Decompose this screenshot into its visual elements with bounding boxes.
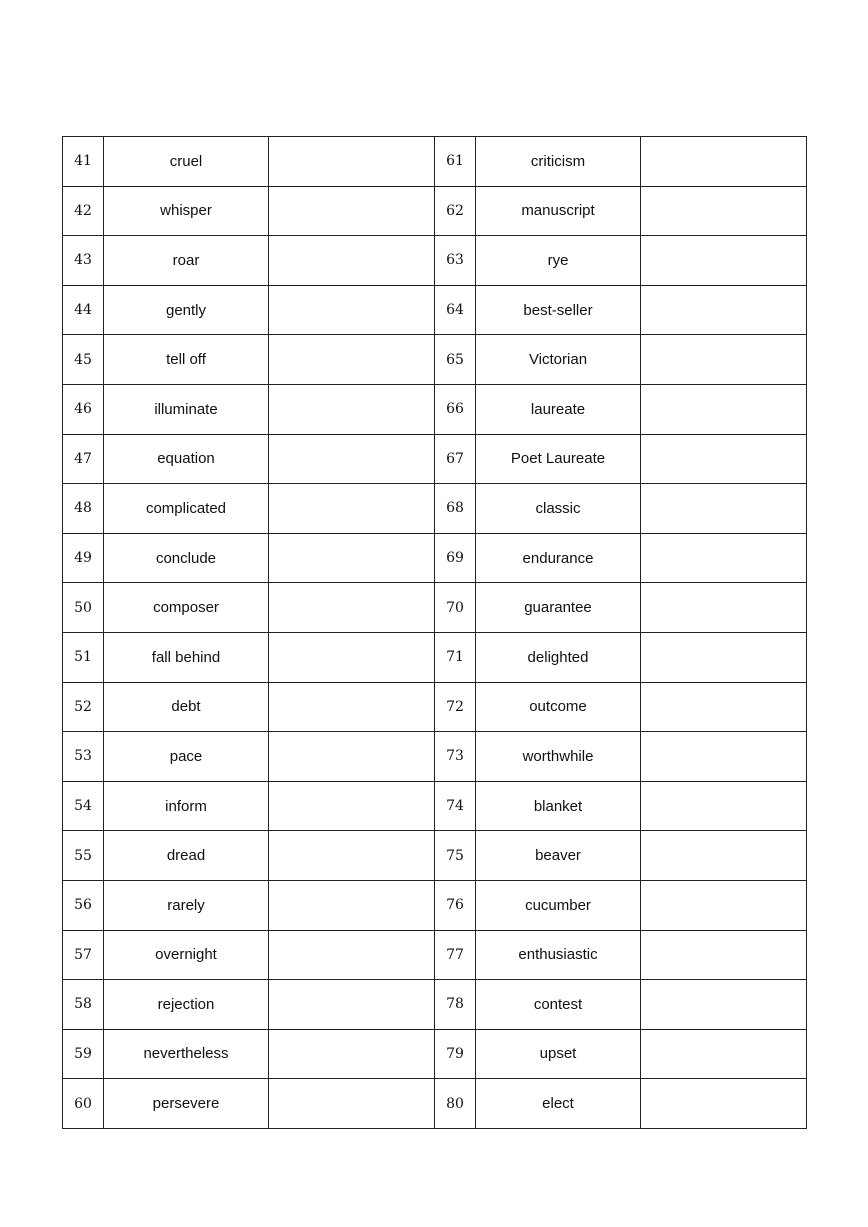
vocab-word: endurance [476, 533, 641, 583]
answer-cell[interactable] [641, 781, 807, 831]
vocab-word: outcome [476, 682, 641, 732]
item-number: 55 [63, 831, 104, 881]
vocab-word: dread [104, 831, 269, 881]
table-row [63, 980, 807, 1030]
item-number: 77 [435, 930, 476, 980]
answer-cell[interactable] [641, 583, 807, 633]
table-row [63, 434, 807, 484]
vocab-word: cruel [104, 137, 269, 187]
answer-cell[interactable] [269, 980, 435, 1030]
answer-cell[interactable] [641, 285, 807, 335]
table-row [63, 533, 807, 583]
answer-cell[interactable] [641, 533, 807, 583]
vocab-word: classic [476, 484, 641, 534]
table-row [63, 632, 807, 682]
item-number: 46 [63, 384, 104, 434]
item-number: 66 [435, 384, 476, 434]
item-number: 56 [63, 880, 104, 930]
answer-cell[interactable] [641, 335, 807, 385]
item-number: 60 [63, 1079, 104, 1129]
table-row [63, 484, 807, 534]
answer-cell[interactable] [641, 732, 807, 782]
vocab-word: contest [476, 980, 641, 1030]
item-number: 70 [435, 583, 476, 633]
vocab-word: roar [104, 236, 269, 286]
answer-cell[interactable] [641, 484, 807, 534]
table-row [63, 137, 807, 187]
vocab-word: debt [104, 682, 269, 732]
item-number: 51 [63, 632, 104, 682]
vocab-word: rarely [104, 880, 269, 930]
answer-cell[interactable] [641, 682, 807, 732]
vocab-word: worthwhile [476, 732, 641, 782]
answer-cell[interactable] [269, 236, 435, 286]
answer-cell[interactable] [269, 682, 435, 732]
table-row [63, 1029, 807, 1079]
answer-cell[interactable] [269, 632, 435, 682]
table-row [63, 285, 807, 335]
answer-cell[interactable] [641, 632, 807, 682]
answer-cell[interactable] [641, 880, 807, 930]
table-row [63, 583, 807, 633]
item-number: 69 [435, 533, 476, 583]
vocab-word: pace [104, 732, 269, 782]
answer-cell[interactable] [641, 930, 807, 980]
item-number: 45 [63, 335, 104, 385]
vocab-word: whisper [104, 186, 269, 236]
item-number: 65 [435, 335, 476, 385]
table-row [63, 186, 807, 236]
item-number: 74 [435, 781, 476, 831]
table-row [63, 335, 807, 385]
vocab-word: elect [476, 1079, 641, 1129]
answer-cell[interactable] [269, 583, 435, 633]
answer-cell[interactable] [269, 1029, 435, 1079]
vocab-word: complicated [104, 484, 269, 534]
item-number: 63 [435, 236, 476, 286]
answer-cell[interactable] [641, 1029, 807, 1079]
item-number: 76 [435, 880, 476, 930]
item-number: 71 [435, 632, 476, 682]
table-row [63, 880, 807, 930]
answer-cell[interactable] [269, 335, 435, 385]
table-row [63, 732, 807, 782]
vocab-word: fall behind [104, 632, 269, 682]
answer-cell[interactable] [269, 781, 435, 831]
answer-cell[interactable] [269, 285, 435, 335]
vocab-word: enthusiastic [476, 930, 641, 980]
item-number: 42 [63, 186, 104, 236]
answer-cell[interactable] [269, 384, 435, 434]
answer-cell[interactable] [269, 930, 435, 980]
vocab-word: cucumber [476, 880, 641, 930]
vocab-word: inform [104, 781, 269, 831]
item-number: 64 [435, 285, 476, 335]
vocab-word: delighted [476, 632, 641, 682]
answer-cell[interactable] [641, 434, 807, 484]
item-number: 41 [63, 137, 104, 187]
vocab-word: rye [476, 236, 641, 286]
item-number: 44 [63, 285, 104, 335]
vocab-word: tell off [104, 335, 269, 385]
vocab-word: blanket [476, 781, 641, 831]
vocab-word: composer [104, 583, 269, 633]
answer-cell[interactable] [269, 831, 435, 881]
answer-cell[interactable] [641, 137, 807, 187]
vocab-word: criticism [476, 137, 641, 187]
vocab-word: best-seller [476, 285, 641, 335]
table-row [63, 831, 807, 881]
vocab-word: Poet Laureate [476, 434, 641, 484]
vocab-word: beaver [476, 831, 641, 881]
item-number: 54 [63, 781, 104, 831]
vocab-word: Victorian [476, 335, 641, 385]
item-number: 53 [63, 732, 104, 782]
vocab-word: guarantee [476, 583, 641, 633]
vocab-word: illuminate [104, 384, 269, 434]
table-row [63, 236, 807, 286]
vocab-word: manuscript [476, 186, 641, 236]
answer-cell[interactable] [641, 186, 807, 236]
item-number: 52 [63, 682, 104, 732]
item-number: 59 [63, 1029, 104, 1079]
item-number: 68 [435, 484, 476, 534]
item-number: 79 [435, 1029, 476, 1079]
answer-cell[interactable] [269, 732, 435, 782]
table-row [63, 930, 807, 980]
item-number: 78 [435, 980, 476, 1030]
vocab-word: conclude [104, 533, 269, 583]
item-number: 50 [63, 583, 104, 633]
item-number: 67 [435, 434, 476, 484]
answer-cell[interactable] [641, 236, 807, 286]
answer-cell[interactable] [641, 980, 807, 1030]
table-row [63, 1079, 807, 1129]
answer-cell[interactable] [641, 384, 807, 434]
answer-cell[interactable] [269, 434, 435, 484]
vocabulary-table-body [63, 137, 807, 1129]
vocab-word: gently [104, 285, 269, 335]
item-number: 72 [435, 682, 476, 732]
answer-cell[interactable] [269, 484, 435, 534]
vocab-word: equation [104, 434, 269, 484]
item-number: 49 [63, 533, 104, 583]
vocab-word: persevere [104, 1079, 269, 1129]
answer-cell[interactable] [641, 831, 807, 881]
table-row [63, 781, 807, 831]
answer-cell[interactable] [269, 186, 435, 236]
item-number: 73 [435, 732, 476, 782]
vocab-word: overnight [104, 930, 269, 980]
answer-cell[interactable] [641, 1079, 807, 1129]
item-number: 61 [435, 137, 476, 187]
table-row [63, 384, 807, 434]
item-number: 43 [63, 236, 104, 286]
answer-cell[interactable] [269, 533, 435, 583]
item-number: 47 [63, 434, 104, 484]
item-number: 48 [63, 484, 104, 534]
vocabulary-table [62, 136, 807, 1129]
item-number: 75 [435, 831, 476, 881]
answer-cell[interactable] [269, 880, 435, 930]
answer-cell[interactable] [269, 1079, 435, 1129]
item-number: 58 [63, 980, 104, 1030]
vocabulary-sheet [62, 136, 807, 1129]
vocab-word: nevertheless [104, 1029, 269, 1079]
answer-cell[interactable] [269, 137, 435, 187]
item-number: 62 [435, 186, 476, 236]
vocab-word: upset [476, 1029, 641, 1079]
table-row [63, 682, 807, 732]
item-number: 80 [435, 1079, 476, 1129]
vocab-word: laureate [476, 384, 641, 434]
item-number: 57 [63, 930, 104, 980]
vocab-word: rejection [104, 980, 269, 1030]
